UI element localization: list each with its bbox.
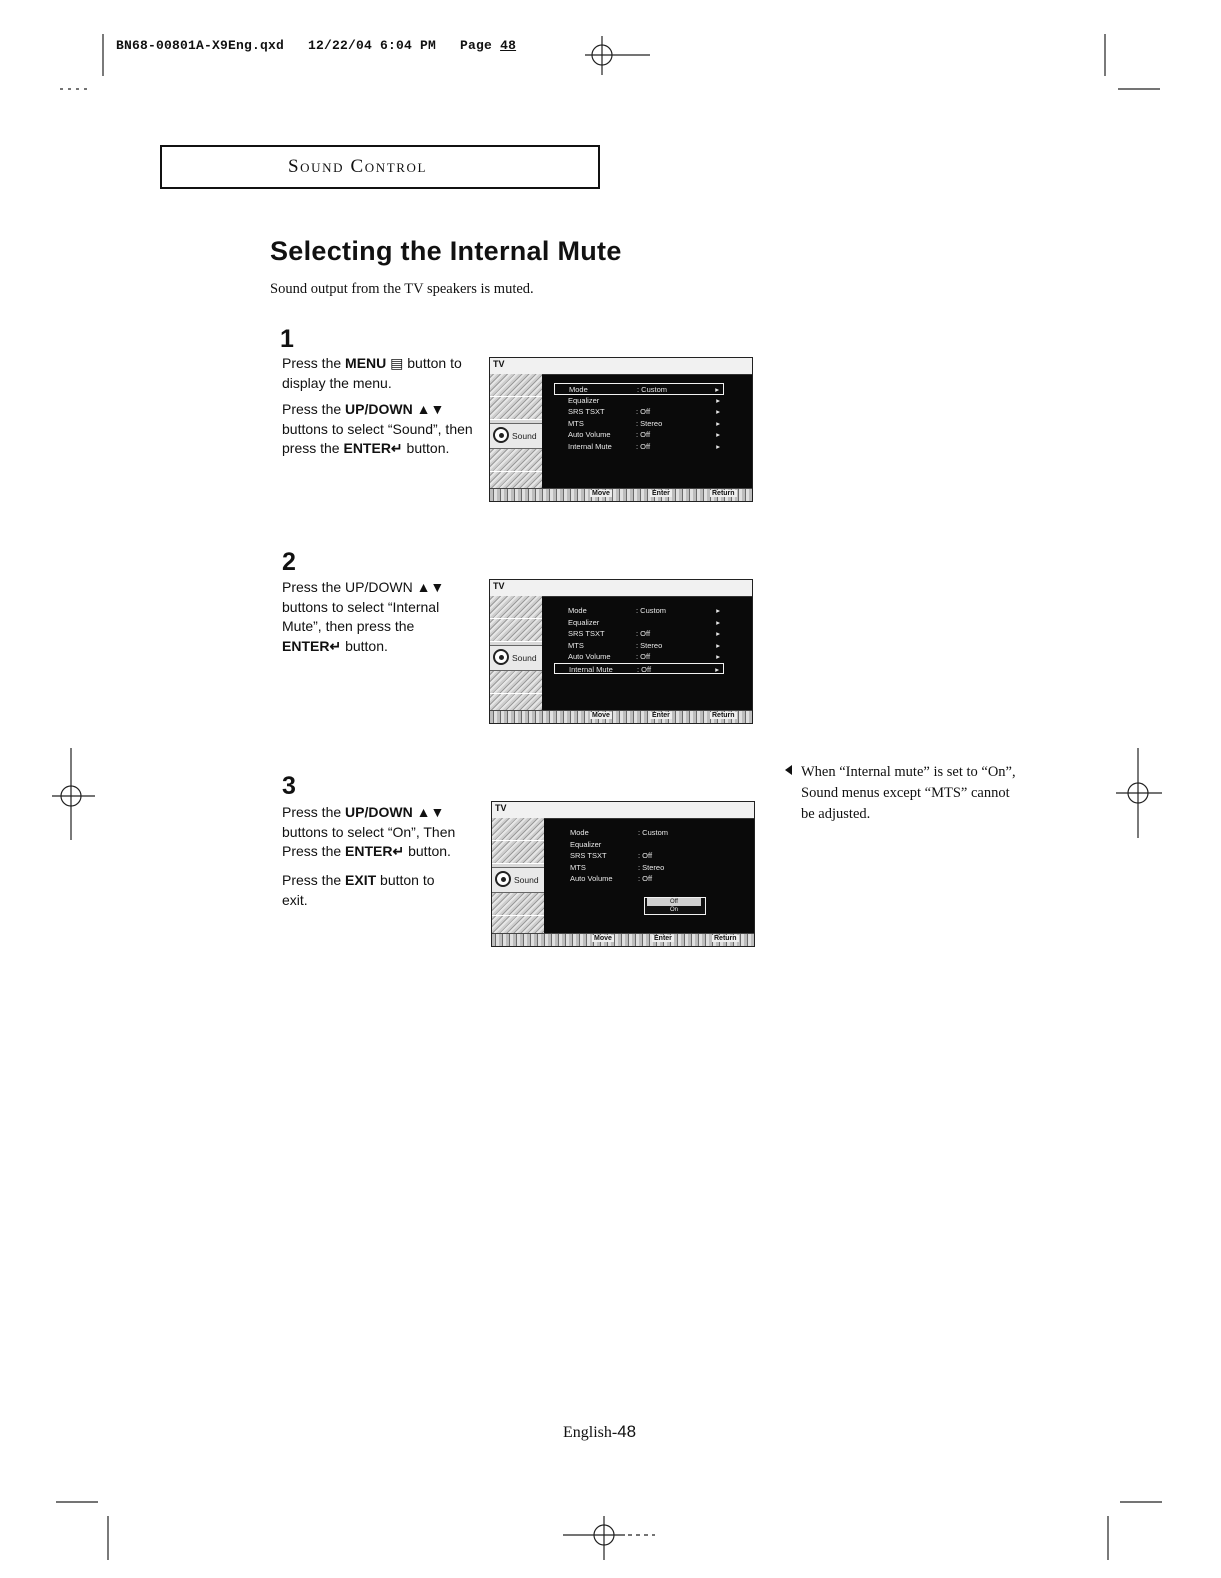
popup-option-on: On: [669, 907, 678, 913]
tv-return-label: Return: [712, 712, 735, 719]
sound-icon: [493, 649, 509, 665]
chevron-right-icon: ▸: [716, 640, 720, 650]
chevron-right-icon: ▸: [715, 664, 719, 674]
row-name: Auto Volume: [568, 652, 611, 661]
exit-keyword: EXIT: [345, 872, 377, 888]
step-1-paragraph-2: [282, 400, 482, 459]
side-note: When “Internal mute” is set to “On”, Sound menus except “MTS” cannot be adjusted.: [801, 764, 1016, 822]
text: buttons to select “On”, Then Press the: [282, 823, 456, 859]
file-info: [116, 38, 516, 53]
tv-title: TV: [493, 359, 505, 369]
enter-keyword: ENTER↵: [343, 440, 403, 456]
step-1-number: 1: [280, 325, 294, 353]
tv-screenshot-1: [489, 357, 753, 502]
row-name: Auto Volume: [570, 874, 613, 883]
row-name: MTS: [570, 862, 586, 872]
row-value: : Off: [638, 851, 653, 860]
tv-menu-row: [556, 862, 726, 874]
tv-menu-row: [554, 395, 724, 407]
tv-return-label: Return: [712, 490, 735, 497]
text: Press the UP/DOWN ▲▼ buttons to select “Internal Mute”, then press the: [282, 579, 445, 634]
row-name: Internal Mute: [569, 664, 613, 674]
row-value: : Off: [636, 441, 651, 451]
tv-screenshot-3: [491, 801, 755, 947]
chevron-right-icon: ▸: [716, 652, 720, 661]
footer-page-number: 48: [617, 1422, 637, 1441]
chevron-right-icon: ▸: [716, 395, 720, 405]
tv-title: TV: [495, 803, 507, 813]
row-value: : Stereo: [636, 640, 663, 650]
row-name: Auto Volume: [568, 430, 611, 439]
updown-keyword: UP/DOWN ▲▼: [345, 804, 445, 820]
row-value: : Off: [636, 629, 651, 638]
tv-sidebar-item: [492, 818, 544, 841]
tv-sound-label: Sound: [514, 875, 539, 885]
tv-menu-row: [554, 640, 724, 652]
tv-menu-row: [554, 383, 724, 395]
tv-menu-row: [554, 628, 724, 640]
chevron-right-icon: ▸: [716, 606, 720, 615]
tv-sidebar-item: [492, 893, 544, 916]
tv-menu-row: [556, 827, 726, 839]
menu-keyword: MENU: [345, 355, 387, 371]
tv-return-label: Return: [714, 935, 737, 942]
tv-bottombar: [492, 933, 754, 946]
tv-menu-row: [556, 850, 726, 862]
tv-enter-label: Enter: [652, 490, 670, 497]
tv-sidebar: [490, 596, 542, 711]
row-value: : Off: [636, 407, 651, 416]
row-value: : Custom: [636, 606, 667, 615]
tv-sound-label: Sound: [512, 653, 537, 663]
enter-keyword: ENTER↵: [282, 637, 342, 654]
text: button.: [404, 843, 451, 859]
tv-topbar: [490, 580, 752, 597]
row-name: MTS: [568, 640, 584, 650]
row-value: : Custom: [638, 828, 669, 837]
tv-menu-row: [554, 429, 724, 441]
row-name: Mode: [569, 385, 588, 394]
tv-menu: [554, 383, 724, 452]
row-name: Equalizer: [568, 617, 600, 627]
text: ▤ button to display the menu.: [282, 355, 462, 391]
tv-bottombar: [490, 488, 752, 501]
tv-move-label: Move: [592, 712, 610, 719]
tv-sidebar-item: [490, 619, 542, 642]
chevron-right-icon: ▸: [716, 629, 720, 638]
file-info-text: BN68-00801A-X9Eng.qxd 12/22/04 6:04 PM Page: [116, 38, 501, 53]
page-footer: [563, 1422, 636, 1442]
text: Press the: [282, 872, 346, 888]
enter-keyword: ENTER↵: [345, 843, 405, 859]
step-3-paragraph-2: [282, 871, 452, 910]
chevron-right-icon: ▸: [715, 385, 719, 394]
chevron-right-icon: ▸: [716, 418, 720, 428]
tv-title: TV: [493, 581, 505, 591]
tv-sidebar-sound: [492, 867, 544, 893]
step-1-paragraph-1: [282, 354, 482, 393]
tv-menu-row: [554, 605, 724, 617]
chevron-right-icon: ▸: [716, 617, 720, 627]
row-name: Mode: [568, 606, 587, 615]
text: button.: [402, 440, 450, 456]
tv-menu-row-selected: [554, 663, 724, 675]
tv-sidebar-item: [492, 841, 544, 864]
step-2-number: 2: [282, 548, 296, 576]
tv-topbar: [490, 358, 752, 375]
popup-option-off: Off: [647, 898, 701, 906]
text: button.: [341, 637, 388, 654]
tv-menu-row: [554, 406, 724, 418]
row-name: MTS: [568, 418, 584, 428]
intro-text: Sound output from the TV speakers is muted.: [270, 281, 534, 297]
tv-menu-row: [556, 839, 726, 851]
tv-sidebar-item: [490, 596, 542, 619]
tv-menu-row: [554, 441, 724, 453]
tv-sidebar: [490, 374, 542, 489]
tv-sidebar-sound: [490, 645, 542, 671]
row-name: SRS TSXT: [568, 407, 605, 416]
tv-sidebar-item: [490, 374, 542, 397]
chevron-right-icon: ▸: [716, 441, 720, 451]
text: button to exit.: [282, 872, 435, 908]
tv-sidebar-item: [490, 397, 542, 420]
row-name: SRS TSXT: [570, 851, 607, 860]
footer-prefix: English-: [563, 1424, 618, 1441]
updown-keyword: UP/DOWN ▲▼: [345, 401, 445, 417]
chevron-right-icon: ▸: [716, 430, 720, 439]
tv-bottombar: [490, 710, 752, 723]
tv-sidebar-item: [490, 671, 542, 694]
row-value: : Off: [638, 874, 653, 883]
tv-menu: [554, 605, 724, 674]
step-2-paragraph-1: [282, 578, 472, 656]
step-3-number: 3: [282, 772, 296, 800]
row-value: : Off: [636, 430, 651, 439]
sound-icon: [495, 871, 511, 887]
chevron-right-icon: ▸: [716, 407, 720, 416]
tv-sidebar: [492, 818, 544, 934]
tv-sound-label: Sound: [512, 431, 537, 441]
row-value: : Off: [636, 652, 651, 661]
tv-menu-row: [554, 617, 724, 629]
page-heading: Selecting the Internal Mute: [270, 236, 622, 266]
text: Press the: [282, 804, 346, 820]
tv-move-label: Move: [594, 935, 612, 942]
row-value: : Off: [637, 664, 652, 674]
row-name: Equalizer: [570, 839, 602, 849]
text: Press the: [282, 401, 346, 417]
tv-move-label: Move: [592, 490, 610, 497]
tv-topbar: [492, 802, 754, 819]
text: buttons to select “Sound”, then press the: [282, 420, 473, 456]
tv-option-popup: [644, 897, 706, 915]
row-value: : Custom: [637, 385, 668, 394]
sound-icon: [493, 427, 509, 443]
tv-enter-label: Enter: [654, 935, 672, 942]
tv-menu-row: [554, 651, 724, 663]
section-title: Sound Control: [288, 156, 428, 177]
text: Press the: [282, 355, 346, 371]
step-3-paragraph-1: [282, 803, 482, 862]
tv-screenshot-2: [489, 579, 753, 724]
row-value: : Stereo: [638, 862, 665, 872]
row-name: Mode: [570, 828, 589, 837]
row-value: : Stereo: [636, 418, 663, 428]
row-name: SRS TSXT: [568, 629, 605, 638]
tv-sidebar-item: [490, 449, 542, 472]
row-name: Equalizer: [568, 395, 600, 405]
tv-enter-label: Enter: [652, 712, 670, 719]
file-info-page: 48: [500, 38, 517, 53]
tv-menu-row: [556, 873, 726, 885]
tv-sidebar-sound: [490, 423, 542, 449]
tv-menu-row: [554, 418, 724, 430]
tv-menu: [556, 827, 726, 885]
note-arrow-icon: [785, 765, 792, 775]
row-name: Internal Mute: [568, 441, 612, 451]
